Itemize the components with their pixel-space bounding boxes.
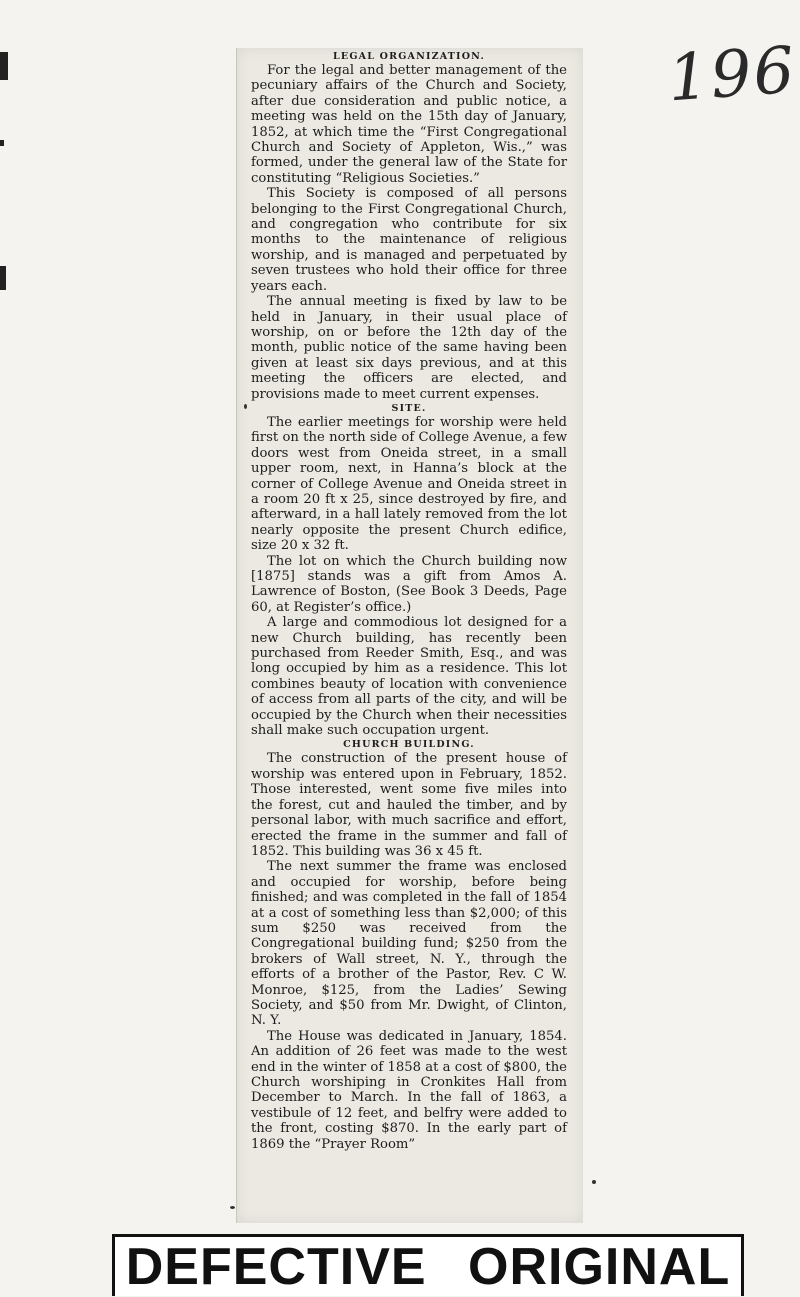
scan-edge-mark [0, 52, 8, 80]
paragraph: For the legal and better management of the pecuniary affairs of the Church and Society, after due consideration and public notice, a meeting was held on the 15th day of January, 1852, at which time the “First Congregational Church and Society of Appleton, Wis.,” was formed, under the general law of the State for constituting “Religious Societies.” [251, 63, 567, 186]
newspaper-clipping [236, 48, 583, 1223]
scan-edge-mark [0, 140, 4, 146]
paragraph: A large and commodious lot designed for a new Church building, has recently been purchased from Reeder Smith, Esq., and was long occupied by him as a residence. This lot combines beauty of location with convenience of access from all parts of the city, and will be occupied by the Church when their necessities shall make such occupation urgent. [251, 615, 567, 739]
scan-speck [244, 404, 247, 409]
article-column [251, 50, 567, 1152]
paragraph: The earlier meetings for worship were held first on the north side of College Avenue, a few doors west from Oneida street, in a small upper room, next, in Hanna’s block at the corner of College Avenue and Oneida street in a room 20 ft x 25, since destroyed by fire, and afterward, in a hall lately removed from the lot nearly opposite the present Church edifice, size 20 x 32 ft. [251, 414, 567, 554]
section-heading: LEGAL ORGANIZATION. [333, 51, 485, 62]
section-heading: CHURCH BUILDING. [343, 739, 475, 751]
paragraph: The lot on which the Church building now [1875] stands was a gift from Amos A. Lawrence of Boston, (See Book 3 Deeds, Page 60, at Register’s office.) [251, 553, 567, 615]
paragraph: The construction of the present house of worship was entered upon in February, 1852. Those interested, went some five miles into the forest, cut and hauled the timber, and by personal labor, with much sacrifice and effort, erected the frame in the summer and fall of 1852. This building was 36 x 45 ft. [251, 751, 567, 859]
banner-text: DEFECTIVE ORIGINAL [125, 1237, 731, 1296]
paragraph: The House was dedicated in January, 1854. An addition of 26 feet was made to the west end in the winter of 1858 at a cost of $800, the Church worshiping in Cronkites Hall from December to March. In the fall of 1863, a vestibule of 12 feet, and belfry were added to the front, costing $870. In the early part of 1869 the “Prayer Room” [251, 1028, 567, 1152]
scan-edge-mark [0, 266, 6, 290]
section-heading: SITE. [391, 402, 427, 414]
handwritten-page-number: 196 [665, 33, 799, 117]
defective-original-banner [112, 1234, 744, 1296]
paragraph: The next summer the frame was enclosed and occupied for worship, before being finished; and was completed in the fall of 1854 at a cost of something less than $2,000; of this sum $250 was received from the Congregational building fund; $250 from the brokers of Wall street, N. Y., through the efforts of a brother of the Pastor, Rev. C W. Monroe, $125, from the Ladies’ Sewing Society, and $50 from Mr. Dwight, of Clinton, N. Y. [251, 859, 567, 1029]
scan-speck [230, 1206, 235, 1209]
paragraph: The annual meeting is fixed by law to be held in January, in their usual place of worship, on or before the 12th day of the month, public notice of the same having been given at least six days previous, and at this meeting the officers are elected, and provisions made to meet current expenses. [251, 294, 567, 402]
paragraph: This Society is composed of all persons belonging to the First Congregational Church, and congregation who contribute for six months to the maintenance of religious worship, and is managed and perpetuated by seven trustees who hold their office for three years each. [251, 186, 567, 294]
scan-speck [592, 1180, 596, 1184]
